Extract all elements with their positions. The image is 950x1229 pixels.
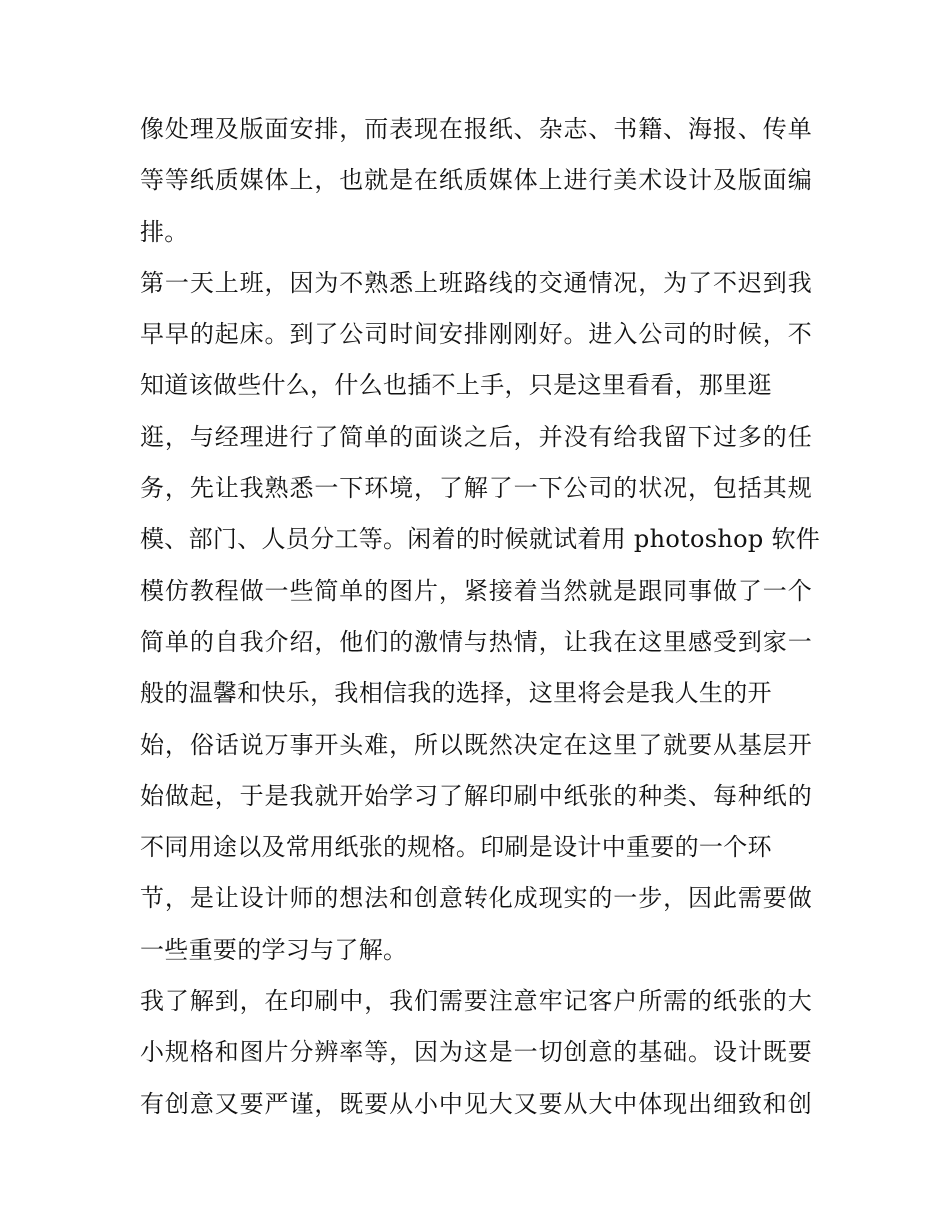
text-line: 般的温馨和快乐，我相信我的选择，这里将会是我人生的开 [140,679,772,708]
text-line: 我了解到，在印刷中，我们需要注意牢记客户所需的纸张的大 [140,987,812,1016]
text-line: 第一天上班，因为不熟悉上班路线的交通情况，为了不迟到我 [140,268,812,297]
text-line: 一些重要的学习与了解。 [140,935,408,964]
text-line: 像处理及版面安排，而表现在报纸、杂志、书籍、海报、传单 [140,115,812,143]
text-line: 节，是让设计师的想法和创意转化成现实的一步，因此需要做 [140,884,812,913]
text-line: 排。 [140,217,189,246]
text-line: 始，俗话说万事开头难，所以既然决定在这里了就要从基层开 [140,730,812,759]
text-line: 不同用途以及常用纸张的规格。印刷是设计中重要的一个环 [140,833,772,862]
text-line: 早早的起床。到了公司时间安排刚刚好。进入公司的时候，不 [140,320,812,349]
text-line: 始做起，于是我就开始学习了解印刷中纸张的种类、每种纸的 [140,781,812,810]
text-line: 务，先让我熟悉一下环境，了解了一下公司的状况，包括其规 [140,474,812,503]
text-line: 等等纸质媒体上，也就是在纸质媒体上进行美术设计及版面编 [140,166,812,195]
document-body [140,104,821,1130]
text-line: 知道该做些什么，什么也插不上手，只是这里看看，那里逛 [140,371,772,400]
text-line: 模仿教程做一些简单的图片，紧接着当然就是跟同事做了一个 [140,576,812,605]
text-line: 简单的自我介绍，他们的激情与热情，让我在这里感受到家一 [140,627,812,656]
text-line: 有创意又要严谨，既要从小中见大又要从大中体现出细致和创 [140,1089,812,1118]
text-line: 小规格和图片分辨率等，因为这是一切创意的基础。设计既要 [140,1038,812,1067]
text-line: 模、部门、人员分工等。闲着的时候就试着用 photoshop 软件 [140,525,821,554]
text-line: 逛，与经理进行了简单的面谈之后，并没有给我留下过多的任 [140,422,812,451]
